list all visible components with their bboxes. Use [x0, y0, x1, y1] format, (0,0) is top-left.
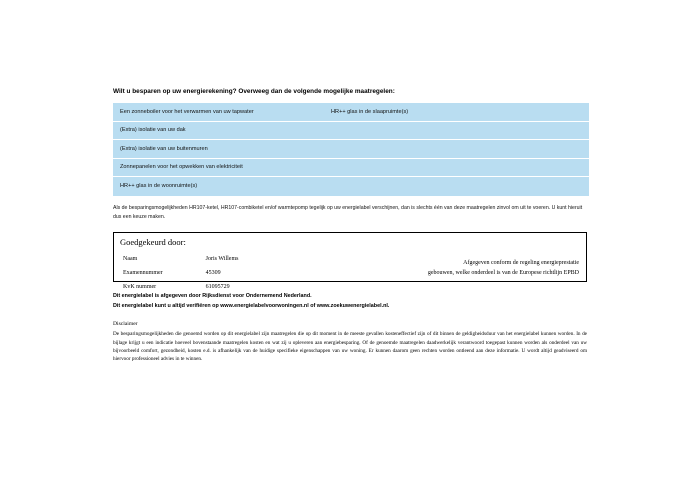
approval-regulation-line1: Afgegeven conform de regeling energieprestatie — [463, 260, 579, 267]
approval-label: Examennummer — [123, 269, 163, 276]
measure-right-label: HR++ glas in de slaapruimte(s) — [331, 108, 409, 115]
measure-row — [113, 177, 589, 196]
measure-left-label: (Extra) isolatie van uw buitenmuren — [120, 145, 208, 152]
measure-row — [113, 140, 589, 159]
table-row — [122, 268, 239, 280]
measure-row — [113, 103, 589, 122]
issuer-line-2: Dit energielabel kunt u altijd verifiëren op www.energielabelvoorwoningen.nl of www.zoekuwenergielabel.nl. — [113, 303, 390, 310]
approval-value: 45309 — [205, 269, 221, 276]
measure-left-label: (Extra) isolatie van uw dak — [120, 127, 186, 133]
issuer-line-1: Dit energielabel is afgegeven door Rijksdienst voor Ondernemend Nederland. — [113, 293, 312, 300]
measures-panel — [113, 103, 589, 196]
measure-left-label: Zonnepanelen voor het opwekken van elektriciteit — [120, 164, 243, 170]
approval-table — [120, 252, 241, 295]
measure-left-label: HR++ glas in de woonruimte(s) — [120, 182, 198, 189]
approval-regulation-line2: gebouwen, welke onderdeel is van de Europese richtlijn EPBD — [427, 269, 579, 276]
table-row — [122, 254, 239, 266]
approval-value: 61095729 — [205, 283, 230, 290]
page-title: Wilt u besparen op uw energierekening? Overweeg dan de volgende mogelijke maatregelen: — [113, 88, 395, 95]
disclaimer-title: Disclaimer — [113, 321, 138, 328]
table-row — [122, 282, 239, 294]
approval-label: KvK nummer — [123, 283, 157, 290]
measure-row — [113, 159, 589, 178]
disclaimer-body: De besparingsmogelijkheden die genoemd worden op dit energielabel zijn maatregelen die op dit moment in de meeste gevallen kosteneffectief zijn of dit binnen de geldigheidsduur van het energielabel kunnen worden. In de bijlage krijgt u een indicatie hoeveel bovenstaande maatregelen kosten en wat zij u opleveren aan energiebesparing. Of de genoemde maatregelen daadwerkelijk verantwoord toegepast kunnen worden als onderdeel van uw bijvoorbeeld comfort, gezondheid, kosten e.d. is afhankelijk van de huidige specifieke eigenschappen van uw woning. Er kunnen daarom geen rechten worden ontleend aan deze informatie. U wordt altijd geadviseerd om hiervoor professioneel advies in te winnen. — [113, 331, 587, 363]
approval-title: Goedgekeurd door: — [120, 237, 186, 248]
approval-value: Joris Willems — [205, 256, 239, 263]
approval-regulation-text — [329, 259, 579, 278]
measures-note: Als de besparingsmogelijkheden HR107-ketel, HR107-combiketel en/of warmtepomp tegelijk op uw energielabel verschijnen, dan is slechts één van deze maatregelen zinvol om uit te voeren. U kunt hieruit dus een keuze maken. — [113, 205, 583, 221]
approval-panel — [113, 232, 587, 290]
measure-left-label: Een zonneboiler voor het verwarmen van uw tapwater — [120, 108, 254, 115]
measure-row — [113, 122, 589, 141]
approval-label: Naam — [123, 256, 138, 263]
document-content — [113, 88, 589, 364]
